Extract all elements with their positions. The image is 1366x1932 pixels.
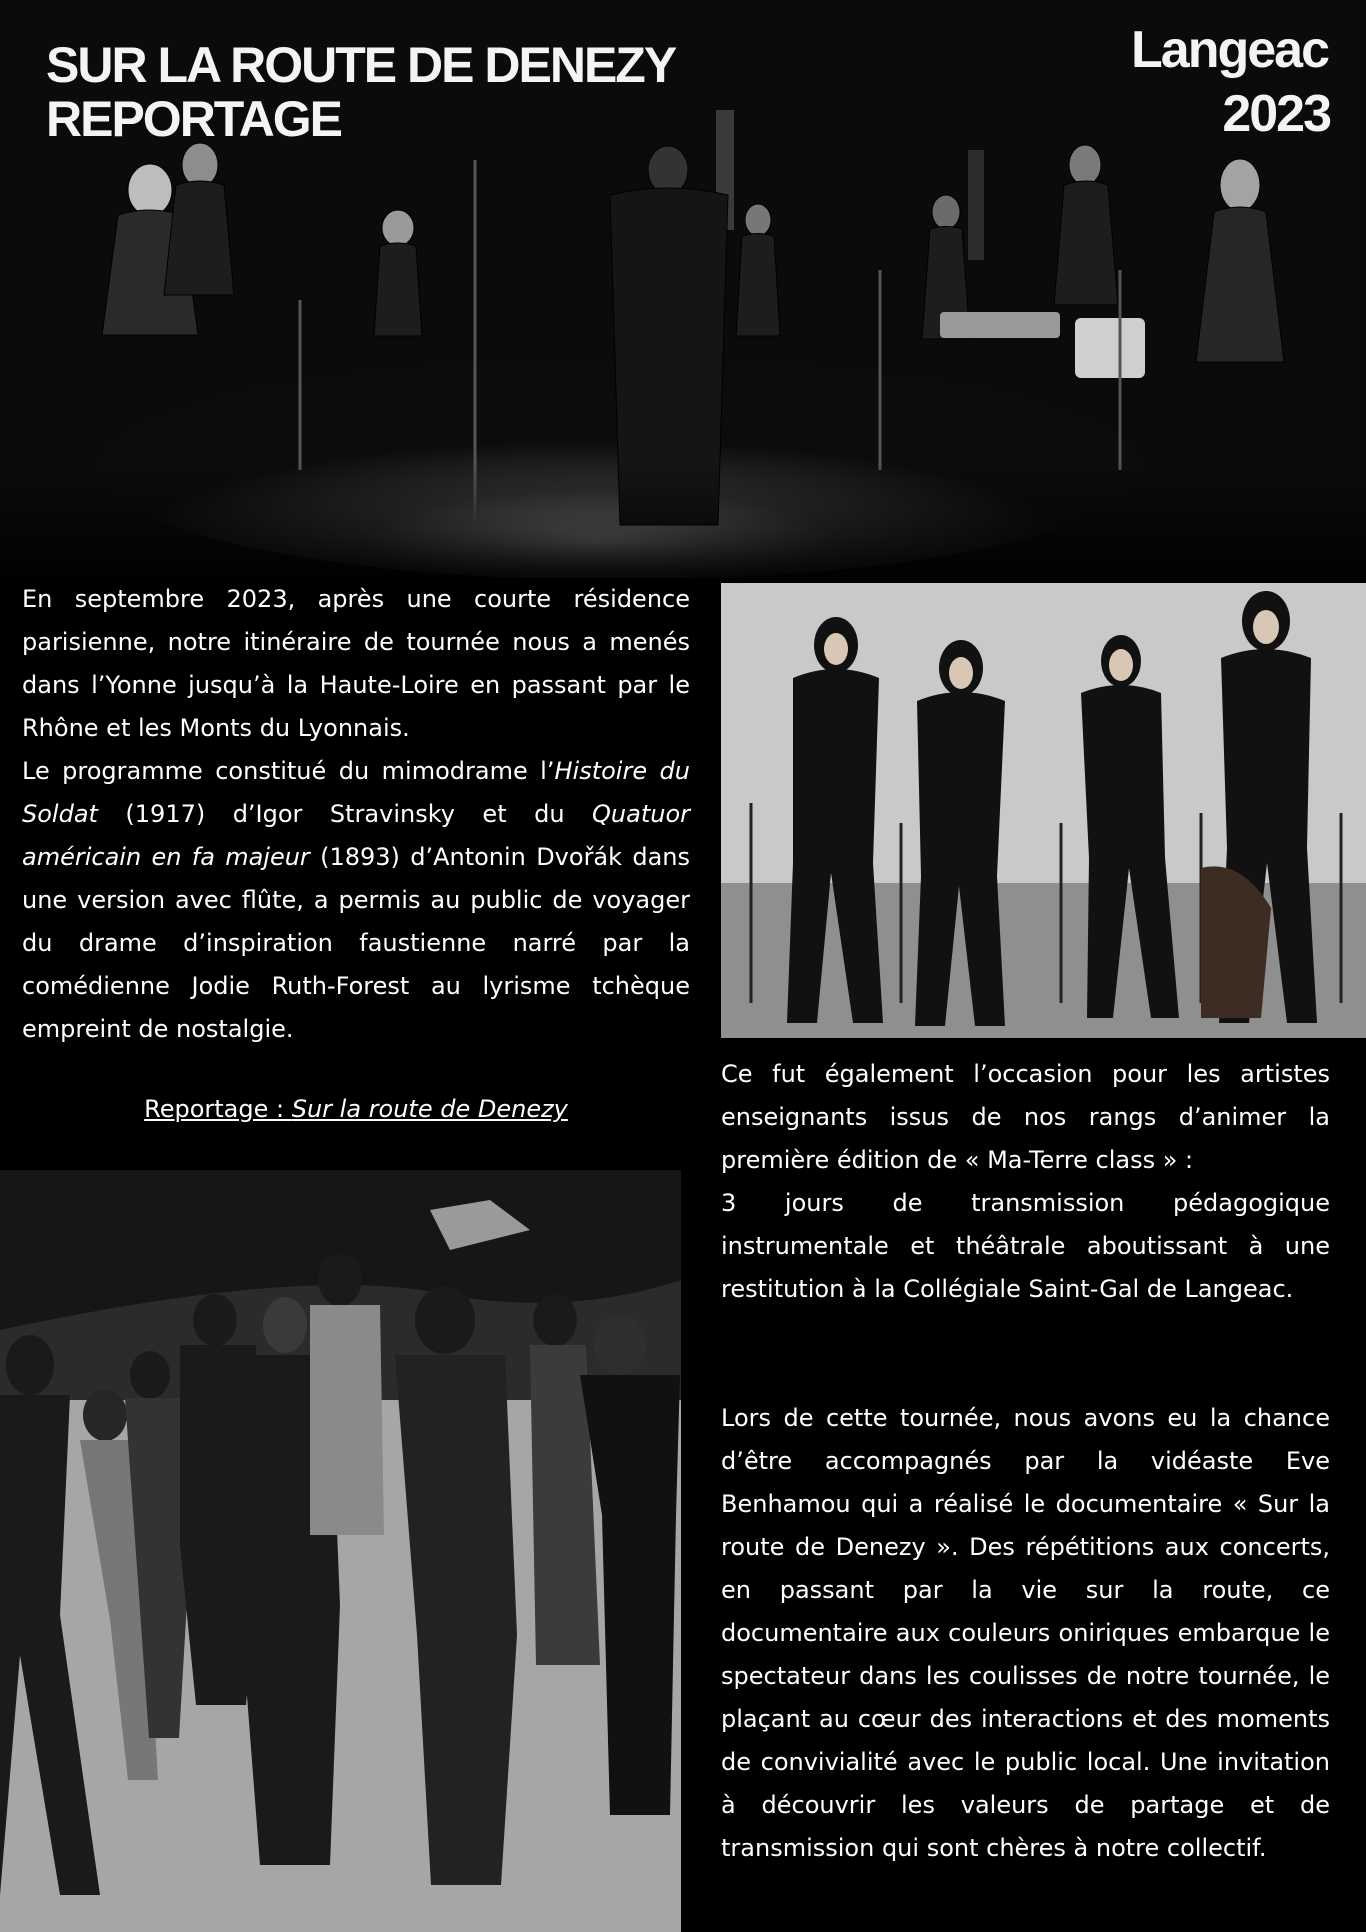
reportage-link-title: Sur la route de Denezy [291,1095,568,1123]
program-text-c: (1893) d’Antonin Dvořák dans une version avec flûte, a permis au public de voyager du drame d’inspiration faustienne narré par la comédienne Jodie Ruth-Forest au lyrisme tchèque empreint de nostalgie. [22,843,690,1043]
hero-concert-photo [0,0,1366,578]
masterclass-intro: Ce fut également l’occasion pour les artistes enseignants issus de nos rangs d’animer la première édition de « Ma-Terre class » : [721,1060,1330,1174]
work-title-soldat: Histoire du Soldat [22,757,691,828]
intro-paragraph: En septembre 2023, après une courte résidence parisienne, notre itinéraire de tournée nous a menés dans l’Yonne jusqu’à la Haute-Loire en passant par le Rhône et les Monts du Lyonnais. [22,585,690,742]
work-title-quatuor: Quatuor américain en fa majeur [22,800,690,871]
group-illustration [0,1170,681,1932]
page-title-line1: SUR LA ROUTE DE DENEZY [46,37,676,93]
location-label: Langeac [1131,21,1328,79]
program-text-b: (1917) d’Igor Stravinsky et du [97,800,593,828]
masterclass-details: 3 jours de transmission pédagogique instrumentale et théâtrale aboutissant à une restitution à la Collégiale Saint-Gal de Langeac. [721,1189,1330,1303]
year-label: 2023 [1222,85,1330,143]
quartet-photo [721,583,1366,1038]
program-paragraph [22,750,690,1051]
quartet-illustration [721,583,1366,1038]
reportage-link[interactable] [22,1088,690,1131]
reportage-link-prefix: Reportage : [144,1095,292,1123]
masterclass-text [721,1053,1330,1311]
page-title-line2: REPORTAGE [46,91,341,147]
documentary-paragraph: Lors de cette tournée, nous avons eu la chance d’être accompagnés par la vidéaste Eve Benhamou qui a réalisé le documentaire « Sur la route de Denezy ». Des répétitions aux concerts, en passant par la vie sur la route, ce documentaire aux couleurs oniriques embarque le spectateur dans les coulisses de notre tournée, le plaçant au cœur des interactions et des moments de convivialité avec le public local. Une invitation à découvrir les valeurs de partage et de transmission qui sont chères à notre collectif. [721,1404,1330,1862]
intro-text [22,578,690,1051]
program-text-a: Le programme constitué du mimodrame l’ [22,757,555,785]
group-photo [0,1170,681,1932]
